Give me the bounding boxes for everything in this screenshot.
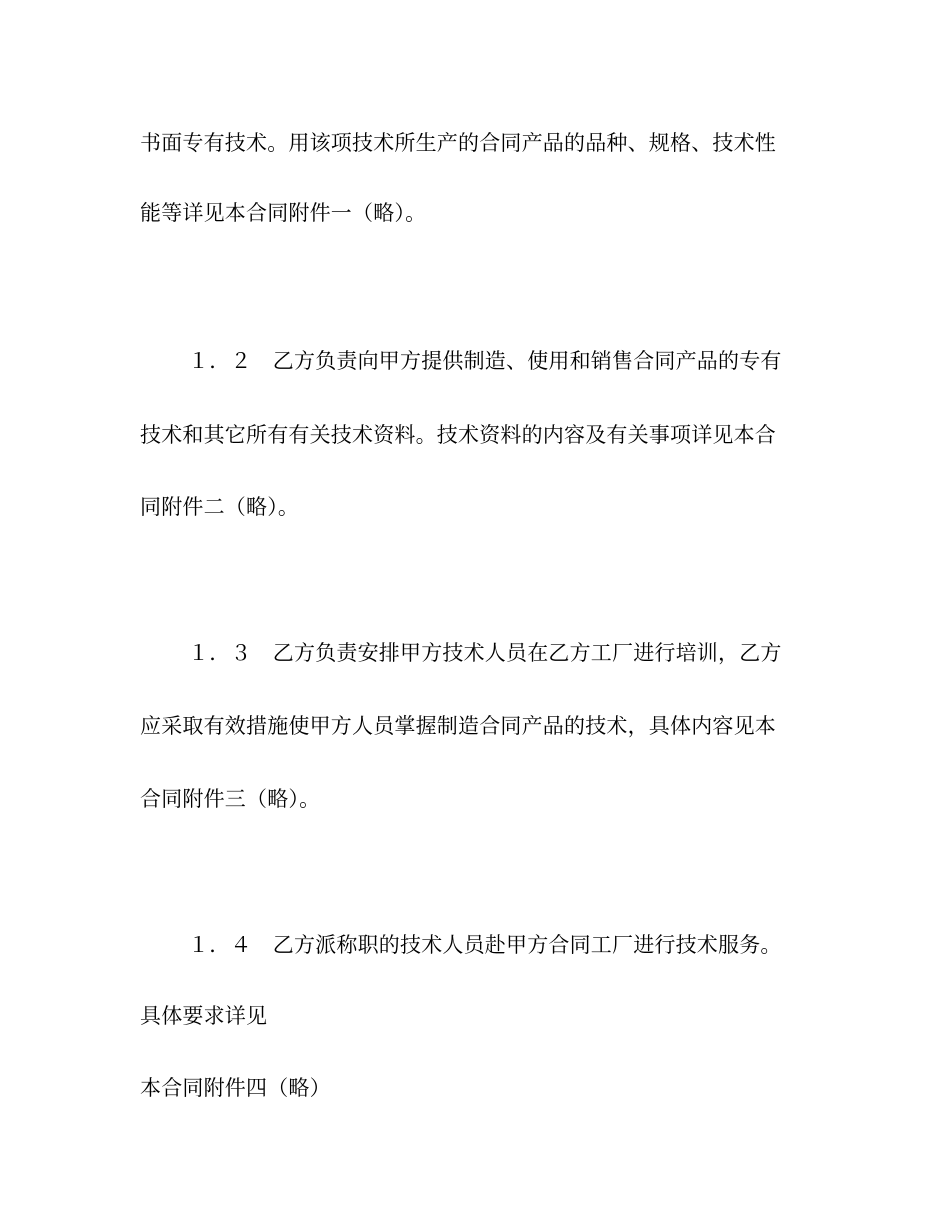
paragraph-2-line-1: １．２ 乙方负责向甲方提供制造、使用和销售合同产品的专有 bbox=[188, 349, 782, 373]
paragraph-3-line-1: １．３ 乙方负责安排甲方技术人员在乙方工厂进行培训，乙方 bbox=[188, 641, 782, 665]
paragraph-2-line-3: 同附件二（略）。 bbox=[140, 495, 300, 519]
paragraph-4-line-1: １．４ 乙方派称职的技术人员赴甲方合同工厂进行技术服务。 bbox=[188, 933, 782, 957]
paragraph-3-line-2: 应采取有效措施使甲方人员掌握制造合同产品的技术，具体内容见本 bbox=[140, 714, 776, 738]
paragraph-3-line-3: 合同附件三（略）。 bbox=[140, 787, 321, 811]
paragraph-1-line-2: 能等详见本合同附件一（略）。 bbox=[140, 201, 427, 225]
paragraph-4-line-3: 本合同附件四（略） bbox=[140, 1076, 331, 1100]
paragraph-1-line-1: 书面专有技术。用该项技术所生产的合同产品的品种、规格、技术性 bbox=[140, 131, 776, 155]
paragraph-4-line-2: 具体要求详见 bbox=[140, 1004, 268, 1028]
paragraph-2-line-2: 技术和其它所有有关技术资料。技术资料的内容及有关事项详见本合 bbox=[140, 423, 776, 447]
